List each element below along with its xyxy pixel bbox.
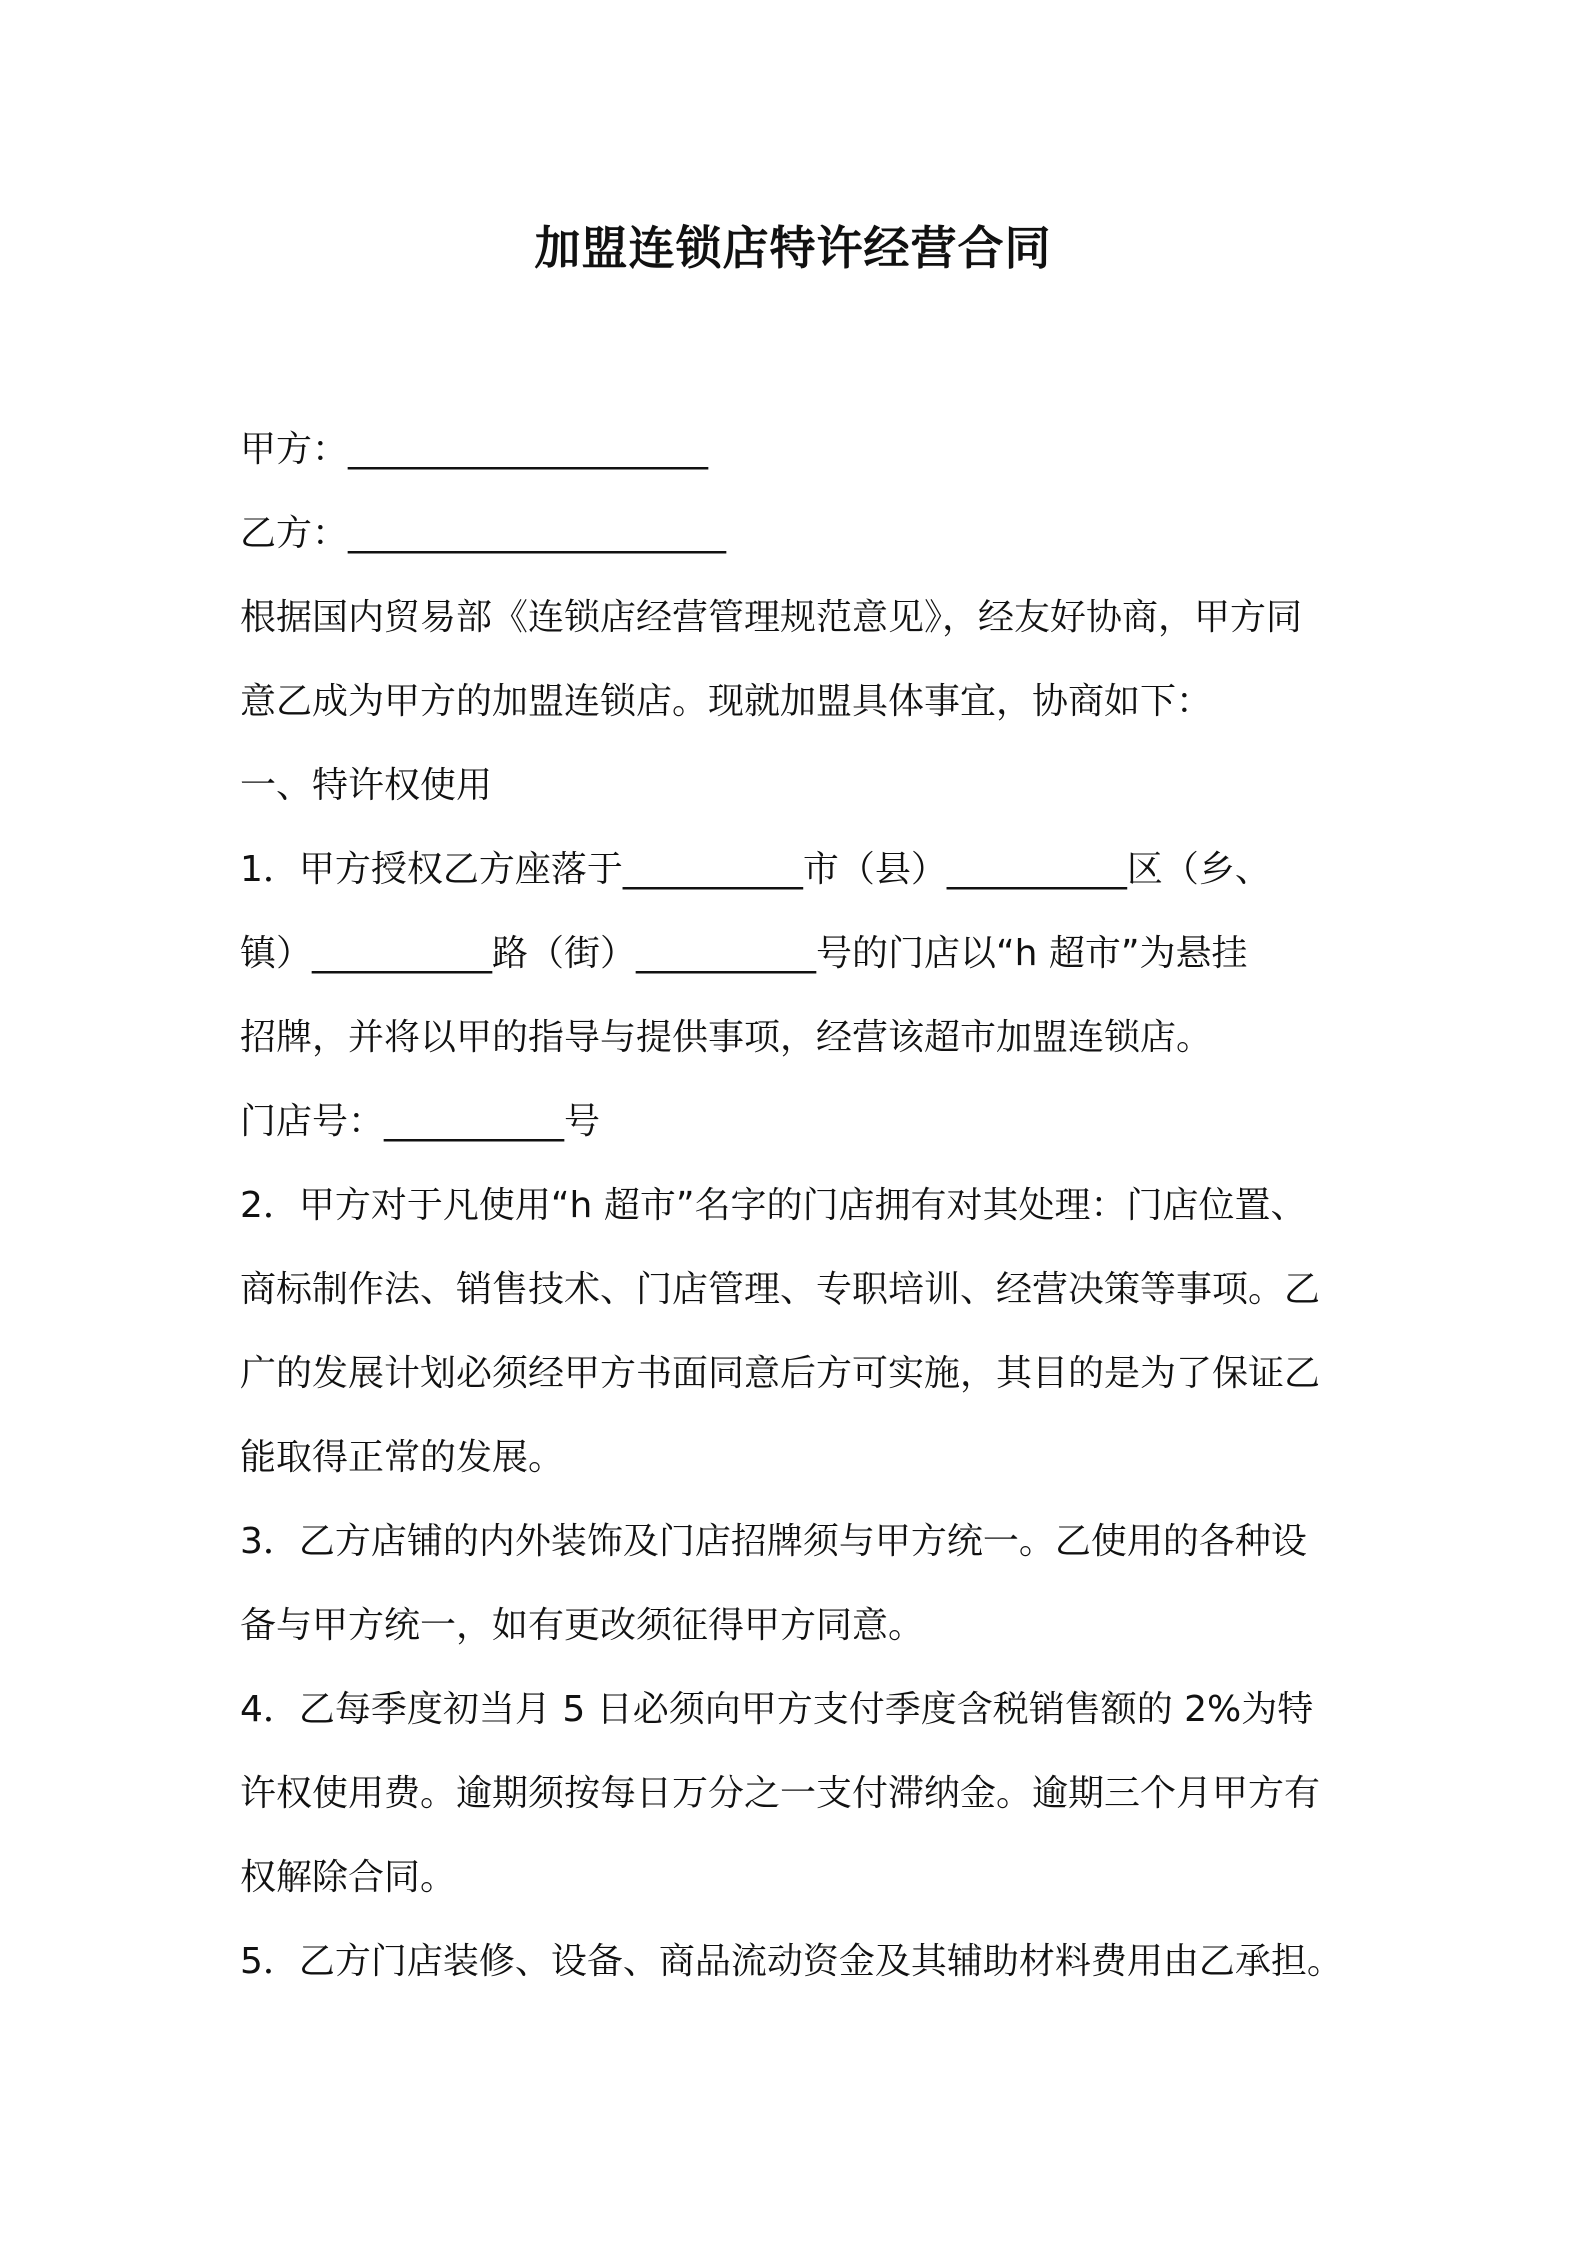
clause-2-line-3: 广的发展计划必须经甲方书面同意后方可实施，其目的是为了保证乙	[240, 1353, 1321, 1394]
clause-2-line-4: 能取得正常的发展。	[240, 1437, 565, 1478]
clause-4-line-3: 权解除合同。	[240, 1857, 457, 1898]
clause-4-line-1: 4．乙每季度初当月 5 日必须向甲方支付季度含税销售额的 2%为特	[240, 1689, 1314, 1730]
clause-1-line-3: 招牌，并将以甲的指导与提供事项，经营该超市加盟连锁店。	[240, 1017, 1213, 1058]
preamble-line-2: 意乙成为甲方的加盟连锁店。现就加盟具体事宜，协商如下：	[240, 681, 1213, 722]
clause-4-line-2: 许权使用费。逾期须按每日万分之一支付滞纳金。逾期三个月甲方有	[240, 1773, 1321, 1814]
document-title: 加盟连锁店特许经营合同	[534, 221, 1052, 275]
clause-2-line-1: 2．甲方对于凡使用“h 超市”名字的门店拥有对其处理：门店位置、	[240, 1185, 1307, 1226]
document-body	[240, 408, 1370, 2004]
party-a-line: 甲方：____________________	[240, 429, 709, 470]
clause-3-line-2: 备与甲方统一，如有更改须征得甲方同意。	[240, 1605, 925, 1646]
clause-3-line-1: 3．乙方店铺的内外装饰及门店招牌须与甲方统一。乙使用的各种设	[240, 1521, 1307, 1562]
clause-2-line-2: 商标制作法、销售技术、门店管理、专职培训、经营决策等事项。乙	[240, 1269, 1321, 1310]
clause-1-line-2: 镇）__________路（街）__________号的门店以“h 超市”为悬挂	[240, 933, 1248, 974]
clause-1-line-1: 1．甲方授权乙方座落于__________市（县）__________区（乡、	[240, 849, 1271, 890]
party-b-line: 乙方：_____________________	[240, 513, 727, 554]
store-number-line: 门店号：__________号	[240, 1101, 601, 1142]
preamble-line-1: 根据国内贸易部《连锁店经营管理规范意见》，经友好协商，甲方同	[240, 597, 1303, 638]
clause-5-line-1: 5．乙方门店装修、设备、商品流动资金及其辅助材料费用由乙承担。	[240, 1941, 1343, 1982]
section-heading-1: 一、特许权使用	[240, 765, 493, 806]
